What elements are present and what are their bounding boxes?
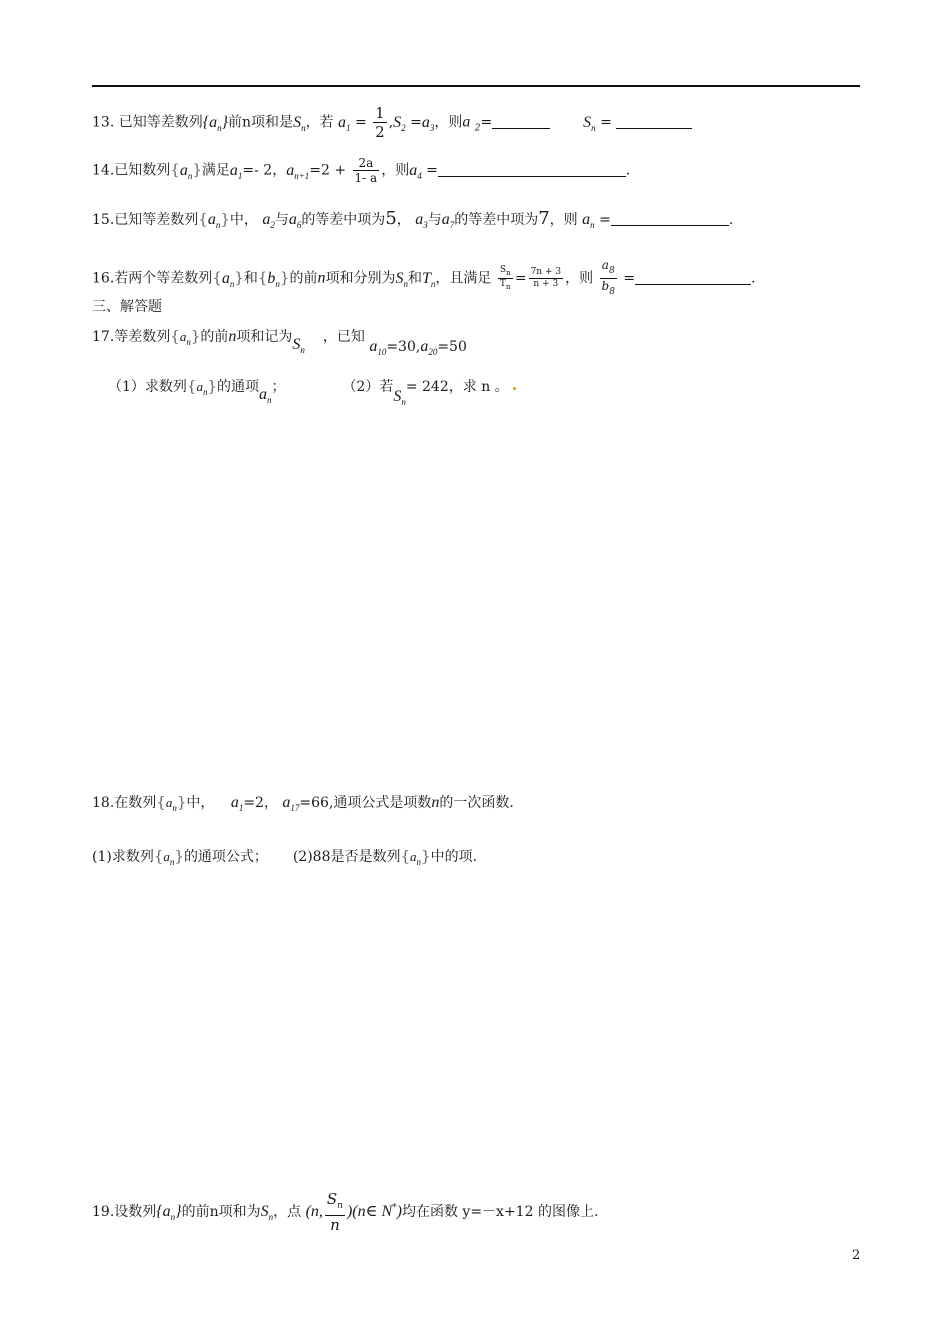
- fraction-sn-over-n: $\frac{S_n}{n}$: [326, 1190, 343, 1234]
- question-number: 13.: [92, 114, 115, 131]
- question-15: 15.已知等差数列$\{a_n\}$中， $a_2$与$a_6$的等差中项为5， $a_3$与$a_7$的等差中项为7，则 $a_n$ = .: [92, 208, 734, 230]
- fraction-sn-tn: $\frac{S_n}{T_n}$: [499, 265, 511, 291]
- fraction-one-half: $\frac{1}{2}$: [375, 104, 385, 141]
- page-number: 2: [852, 1248, 861, 1263]
- section-heading: 三、解答题: [92, 299, 162, 315]
- answer-blank[interactable]: [616, 114, 692, 129]
- answer-blank[interactable]: [492, 114, 550, 129]
- question-18: 18.在数列$\{a_n\}$中， $a_1=2$， $a_{17}=66$,通项公式是项数n的一次函数.: [92, 793, 514, 813]
- answer-blank[interactable]: [438, 162, 626, 177]
- question-13: 13. 已知等差数列$\{a_n\}$前n项和是$S_n$，若 $a_1$ = $\frac{1}{2}$ $,S_2 =a_3$，则a $_2= S_n$ =: [92, 104, 692, 141]
- header-rule: [92, 85, 860, 87]
- answer-blank[interactable]: [635, 270, 751, 285]
- question-16: 16.若两个等差数列$\{a_n\}$和$\{b_n\}$的前n项和分别为$S_n$和$T_n$，且满足 $\frac{S_n}{T_n}$ = $\frac{7n + 3}{n + 3}$ ，则 $\frac{a_8}{b_8}$ = .: [92, 258, 756, 297]
- question-17: 17.等差数列$\{a_n\}$的前n项和记为$S_n$，已知 $a_{10}=30,a_{20}=50$: [92, 327, 467, 357]
- fraction-recurrence: $\frac{2a}{1- a}$: [354, 156, 378, 185]
- question-17-parts: （1）求数列$\{a_n\}$的通项$a_n$； （2）若$S_n= 242$，求 n 。: [108, 376, 516, 409]
- fraction-a8-b8: $\frac{a_8}{b_8}$: [601, 258, 615, 297]
- question-14: 14.已知数列$\{a_n\}$满足$a_1=-$ 2，$a_{n+1}=2$ + $\frac{2a}{1- a}$ ，则$a_4$ = .: [92, 156, 631, 185]
- question-18-parts: (1)求数列$\{a_n\}$的通项公式； (2)88是否是数列$\{a_n\}$中的项.: [92, 847, 478, 867]
- fraction-ratio: $\frac{7n + 3}{n + 3}$: [530, 267, 562, 289]
- question-19: 19.设数列$\{a_n\}$的前n项和为$S_n$，点 (n, $\frac{S_n}{n}$ )(n∈ N*)均在函数 y=－x+12 的图像上.: [92, 1190, 599, 1234]
- answer-blank[interactable]: [611, 211, 729, 226]
